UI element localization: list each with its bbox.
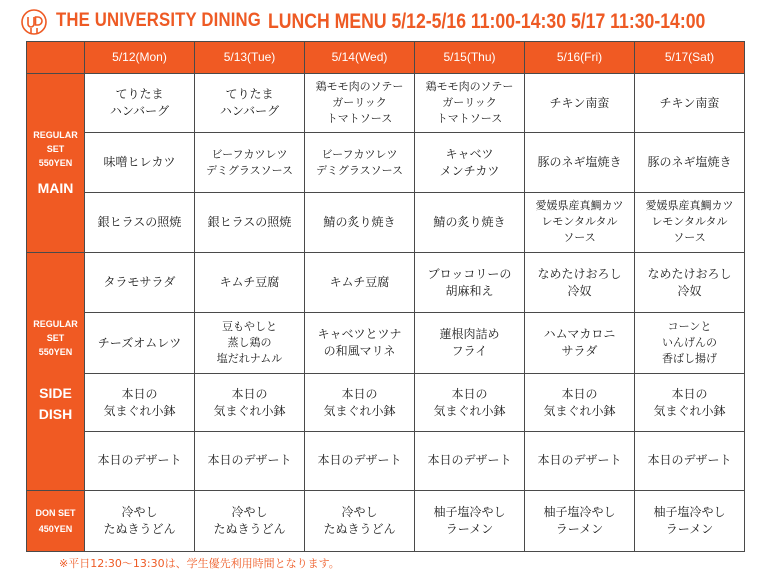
menu-cell: 鯖の炙り焼き bbox=[415, 192, 525, 252]
section-title: MAIN bbox=[37, 179, 74, 196]
ud-logo-icon bbox=[21, 9, 47, 35]
menu-row bbox=[27, 490, 745, 551]
menu-cell: キャベツとツナ の和風マリネ bbox=[305, 313, 415, 373]
menu-cell: 冷やし たぬきうどん bbox=[305, 490, 415, 551]
menu-cell: コーンと いんげんの 香ばし揚げ bbox=[635, 313, 745, 373]
menu-cell: てりたま ハンバーグ bbox=[195, 74, 305, 133]
menu-cell: 本日の 気まぐれ小鉢 bbox=[195, 373, 305, 431]
menu-row bbox=[27, 253, 745, 313]
menu-cell: 味噌ヒレカツ bbox=[85, 133, 195, 192]
menu-cell: てりたま ハンバーグ bbox=[85, 74, 195, 133]
menu-row bbox=[27, 133, 745, 192]
menu-cell: ハムマカロニ サラダ bbox=[525, 313, 635, 373]
day-header: 5/12(Mon) bbox=[85, 42, 195, 74]
menu-cell: チーズオムレツ bbox=[85, 313, 195, 373]
menu-cell: 豚のネギ塩焼き bbox=[635, 133, 745, 192]
set-price-label: REGULAR SET 550YEN bbox=[33, 129, 78, 168]
menu-cell: 本日のデザート bbox=[415, 432, 525, 490]
menu-cell: 鶏モモ肉のソテー ガーリック トマトソース bbox=[305, 74, 415, 133]
menu-cell: ブロッコリーの 胡麻和え bbox=[415, 253, 525, 313]
day-header: 5/16(Fri) bbox=[525, 42, 635, 74]
menu-cell: 銀ヒラスの照焼 bbox=[85, 192, 195, 252]
menu-row bbox=[27, 192, 745, 252]
menu-cell: なめたけおろし 冷奴 bbox=[635, 253, 745, 313]
menu-cell: チキン南蛮 bbox=[635, 74, 745, 133]
don-set-label bbox=[27, 490, 85, 551]
menu-cell: 冷やし たぬきうどん bbox=[85, 490, 195, 551]
menu-cell: 本日の 気まぐれ小鉢 bbox=[415, 373, 525, 431]
regular-side-label bbox=[27, 253, 85, 490]
menu-cell: キムチ豆腐 bbox=[305, 253, 415, 313]
menu-cell: 豚のネギ塩焼き bbox=[525, 133, 635, 192]
menu-cell: 銀ヒラスの照焼 bbox=[195, 192, 305, 252]
section-title: SIDE DISH bbox=[38, 385, 73, 423]
menu-cell: 愛媛県産真鯛カツ レモンタルタル ソース bbox=[525, 192, 635, 252]
menu-cell: 豆もやしと 蒸し鶏の 塩だれナムル bbox=[195, 313, 305, 373]
menu-cell: 柚子塩冷やし ラーメン bbox=[415, 490, 525, 551]
menu-cell: 鯖の炙り焼き bbox=[305, 192, 415, 252]
lunch-menu-table bbox=[26, 41, 745, 552]
menu-cell: キムチ豆腐 bbox=[195, 253, 305, 313]
menu-cell: 本日のデザート bbox=[305, 432, 415, 490]
menu-row bbox=[27, 373, 745, 431]
menu-cell: 本日のデザート bbox=[85, 432, 195, 490]
menu-cell: キャベツ メンチカツ bbox=[415, 133, 525, 192]
footnote: ※平日12:30〜13:30は、学生優先利用時間となります。 bbox=[59, 557, 340, 570]
menu-cell: タラモサラダ bbox=[85, 253, 195, 313]
set-price-label: DON SET 450YEN bbox=[35, 507, 76, 534]
menu-cell: 本日のデザート bbox=[635, 432, 745, 490]
menu-cell: 本日のデザート bbox=[525, 432, 635, 490]
menu-cell: 愛媛県産真鯛カツ レモンタルタル ソース bbox=[635, 192, 745, 252]
corner-cell bbox=[27, 42, 85, 74]
regular-main-label bbox=[27, 74, 85, 253]
set-price-label: REGULAR SET 550YEN bbox=[33, 319, 78, 358]
header bbox=[0, 0, 768, 44]
menu-cell: チキン南蛮 bbox=[525, 74, 635, 133]
menu-title: LUNCH MENU 5/12-5/16 11:00-14:30 5/17 11:30-14:00 bbox=[268, 10, 706, 33]
menu-cell: 本日の 気まぐれ小鉢 bbox=[85, 373, 195, 431]
day-header: 5/15(Thu) bbox=[415, 42, 525, 74]
menu-cell: 柚子塩冷やし ラーメン bbox=[635, 490, 745, 551]
menu-row bbox=[27, 432, 745, 490]
day-header: 5/14(Wed) bbox=[305, 42, 415, 74]
menu-cell: ビーフカツレツ デミグラスソース bbox=[305, 133, 415, 192]
menu-cell: 蓮根肉詰め フライ bbox=[415, 313, 525, 373]
menu-cell: 鶏モモ肉のソテー ガーリック トマトソース bbox=[415, 74, 525, 133]
day-header: 5/17(Sat) bbox=[635, 42, 745, 74]
menu-cell: 本日の 気まぐれ小鉢 bbox=[525, 373, 635, 431]
menu-cell: 本日のデザート bbox=[195, 432, 305, 490]
day-header: 5/13(Tue) bbox=[195, 42, 305, 74]
menu-cell: 冷やし たぬきうどん bbox=[195, 490, 305, 551]
menu-row bbox=[27, 313, 745, 373]
menu-cell: ビーフカツレツ デミグラスソース bbox=[195, 133, 305, 192]
menu-row bbox=[27, 74, 745, 133]
menu-cell: 本日の 気まぐれ小鉢 bbox=[635, 373, 745, 431]
brand-name: THE UNIVERSITY DINING bbox=[56, 10, 261, 31]
menu-cell: 柚子塩冷やし ラーメン bbox=[525, 490, 635, 551]
menu-cell: なめたけおろし 冷奴 bbox=[525, 253, 635, 313]
day-header-row bbox=[27, 42, 745, 74]
menu-cell: 本日の 気まぐれ小鉢 bbox=[305, 373, 415, 431]
